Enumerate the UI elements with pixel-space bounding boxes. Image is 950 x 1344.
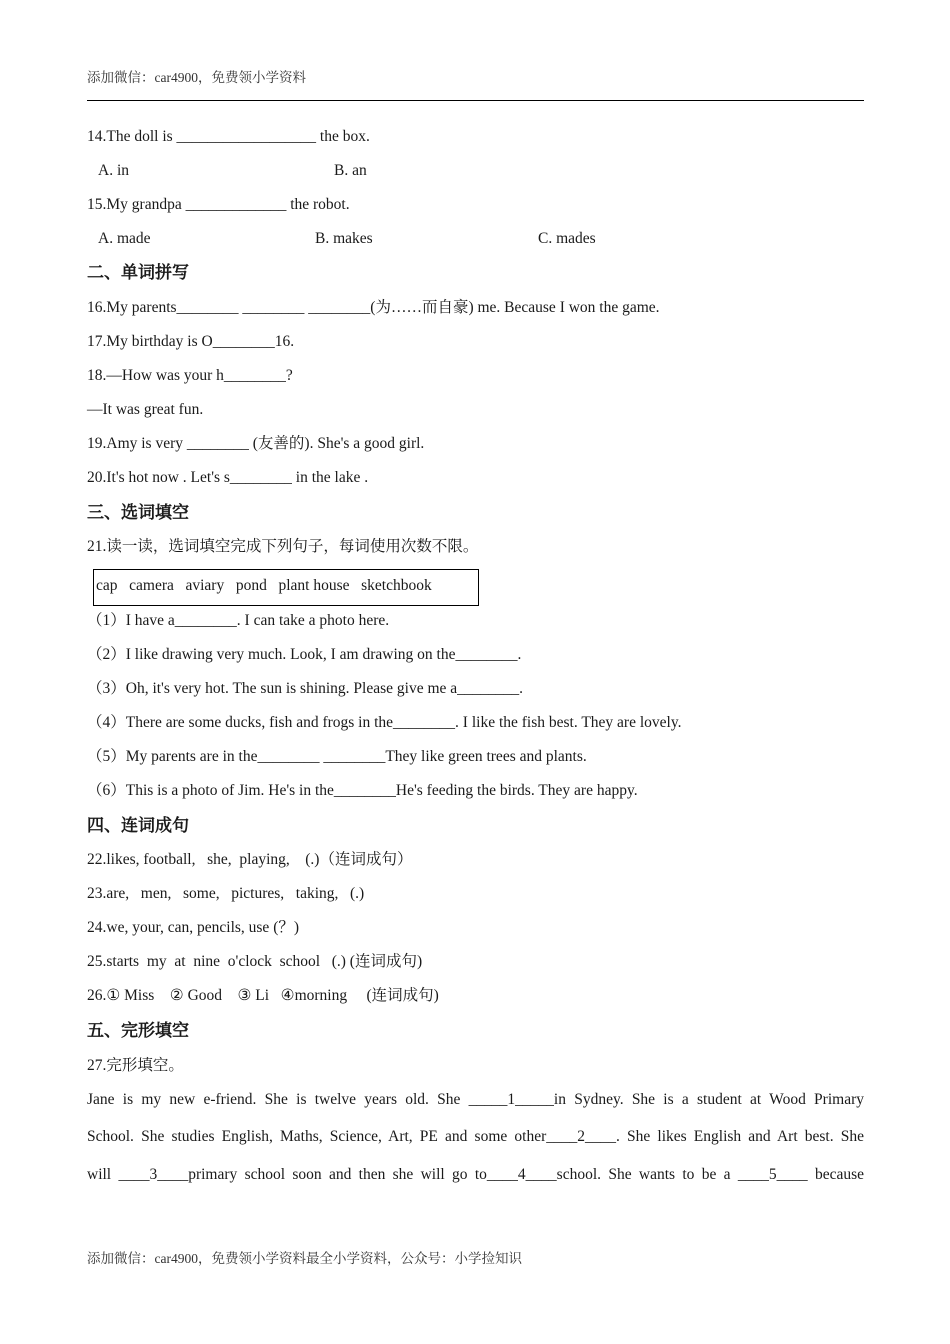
header-note: 添加微信：car4900，免费领小学资料 — [87, 70, 306, 85]
q15-option-a: A. made — [98, 230, 151, 247]
question-26: 26.① Miss ② Good ③ Li ④morning (连词成句) — [87, 987, 439, 1004]
q15-option-b: B. makes — [315, 230, 373, 247]
q14-option-b: B. an — [334, 162, 367, 179]
passage-text: because — [807, 1166, 864, 1183]
cloze-passage-line-1 — [87, 1090, 864, 1110]
passage-text: Jane is my new e-friend. She is twelve years old. She — [87, 1091, 469, 1108]
question-19: 19.Amy is very ________ (友善的). She's a good girl. — [87, 435, 425, 452]
section-2-title: 二、单词拼写 — [87, 263, 189, 283]
cloze-passage-line-2 — [87, 1127, 864, 1147]
header-divider — [87, 100, 864, 101]
q21-item-5: （5）My parents are in the________ ________They like green trees and plants. — [87, 748, 587, 765]
question-15: 15.My grandpa _____________ the robot. — [87, 196, 350, 213]
cloze-blank-2: ____2____ — [546, 1128, 616, 1145]
question-24: 24.we, your, can, pencils, use (？) — [87, 919, 300, 936]
cloze-blank-5: ____5____ — [737, 1166, 808, 1183]
q21-item-3: （3）Oh, it's very hot. The sun is shining. Please give me a________. — [87, 680, 524, 697]
question-20: 20.It's hot now . Let's s________ in the lake . — [87, 469, 369, 486]
question-16: 16.My parents________ ________ ________(为……而自豪) me. Because I won the game. — [87, 299, 660, 316]
question-22: 22.likes, football, she, playing, (.)（连词成句） — [87, 851, 413, 868]
footer-note: 添加微信：car4900，免费领小学资料最全小学资料，公众号：小学捡知识 — [87, 1251, 522, 1266]
word-bank-box — [93, 569, 479, 606]
cloze-blank-1: _____1_____ — [468, 1091, 554, 1108]
q21-item-1: （1）I have a________. I can take a photo here. — [87, 612, 390, 629]
section-3-title: 三、选词填空 — [87, 503, 189, 523]
passage-text: will — [87, 1166, 119, 1183]
question-14: 14.The doll is __________________ the box. — [87, 128, 370, 145]
question-21-instruction: 21.读一读，选词填空完成下列句子，每词使用次数不限。 — [87, 538, 479, 555]
q21-item-2: （2）I like drawing very much. Look, I am drawing on the________. — [87, 646, 522, 663]
cloze-passage-line-3 — [87, 1165, 864, 1185]
cloze-blank-4: ____4____ — [486, 1166, 557, 1183]
passage-text: in Sydney. She is a student at Wood Primary — [553, 1091, 864, 1108]
q14-option-a: A. in — [98, 162, 129, 179]
cloze-blank-3: ____3____ — [118, 1166, 189, 1183]
passage-text: primary school soon and then she will go to — [188, 1166, 487, 1183]
q15-option-c: C. mades — [538, 230, 596, 247]
section-4-title: 四、连词成句 — [87, 816, 189, 836]
question-18-answer: —It was great fun. — [87, 401, 204, 418]
word-bank: cap camera aviary pond plant house sketchbook — [96, 577, 432, 594]
question-17: 17.My birthday is O________16. — [87, 333, 295, 350]
passage-text: School. She studies English, Maths, Science, Art, PE and some other — [87, 1128, 547, 1145]
section-5-title: 五、完形填空 — [87, 1021, 189, 1041]
question-27-instruction: 27.完形填空。 — [87, 1057, 184, 1074]
q21-item-4: （4）There are some ducks, fish and frogs in the________. I like the fish best. They are lovely. — [87, 714, 682, 731]
passage-text: . She likes English and Art best. She — [616, 1128, 864, 1145]
question-25: 25.starts my at nine o'clock school (.) (连词成句) — [87, 953, 423, 970]
q21-item-6: （6）This is a photo of Jim. He's in the________He's feeding the birds. They are happy. — [87, 782, 638, 799]
passage-text: school. She wants to be a — [556, 1166, 738, 1183]
question-23: 23.are, men, some, pictures, taking, (.) — [87, 885, 365, 902]
question-18: 18.—How was your h________? — [87, 367, 293, 384]
